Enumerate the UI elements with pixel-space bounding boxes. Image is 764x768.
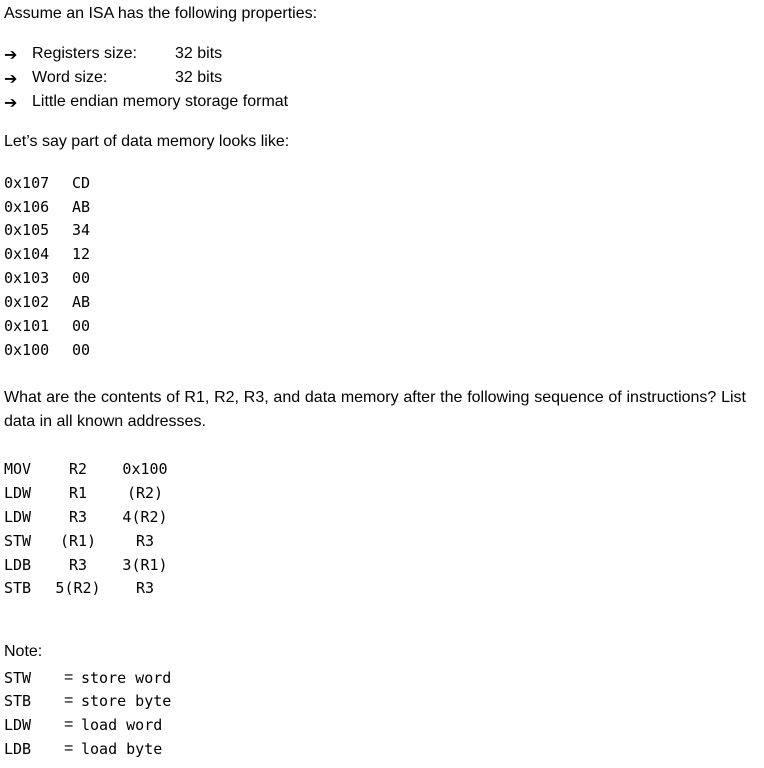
instruction-operand-2: (R2) [126, 484, 164, 502]
instruction-opcode: LDB [4, 556, 32, 574]
memory-byte: 12 [72, 245, 91, 263]
memory-byte: 00 [72, 341, 91, 359]
memory-row [4, 317, 204, 339]
memory-byte: 00 [72, 317, 91, 335]
memory-address: 0x106 [4, 198, 50, 216]
note-title: Note: [4, 643, 43, 660]
instruction-operand-1: R3 [68, 556, 88, 574]
instruction-row [4, 556, 204, 578]
note-equals: = [64, 740, 74, 757]
instruction-row [4, 579, 204, 601]
note-equals: = [64, 692, 74, 709]
note-key: LDB [4, 740, 32, 758]
instruction-row [4, 508, 204, 530]
memory-byte: 34 [72, 221, 91, 239]
property-registers-size [4, 45, 604, 67]
note-row [4, 740, 304, 762]
note-row [4, 669, 304, 691]
instruction-operand-1: R2 [68, 460, 88, 478]
note-key: STB [4, 692, 32, 710]
memory-row [4, 174, 204, 196]
property-word-size [4, 69, 604, 91]
memory-address: 0x105 [4, 221, 50, 239]
memory-address: 0x103 [4, 269, 50, 287]
note-description: store byte [81, 692, 172, 710]
instruction-operand-1: 5(R2) [55, 579, 101, 597]
instruction-row [4, 460, 204, 482]
note-key: LDW [4, 716, 32, 734]
instruction-operand-1: R1 [68, 484, 88, 502]
instruction-row [4, 532, 204, 554]
arrow-icon: ➔ [4, 71, 18, 88]
note-equals: = [64, 669, 74, 686]
instruction-operand-1: R3 [68, 508, 88, 526]
note-description: load byte [81, 740, 163, 758]
memory-address: 0x107 [4, 174, 50, 192]
instruction-operand-2: R3 [135, 579, 155, 597]
intro-text: Assume an ISA has the following properties: [4, 5, 318, 22]
instruction-opcode: STB [4, 579, 32, 597]
note-row [4, 716, 304, 738]
property-label: Registers size: [32, 45, 137, 62]
memory-row [4, 269, 204, 291]
arrow-icon: ➔ [4, 47, 18, 64]
memory-address: 0x100 [4, 341, 50, 359]
note-key: STW [4, 669, 32, 687]
memory-row [4, 221, 204, 243]
instruction-operand-2: 3(R1) [122, 556, 168, 574]
property-label: Word size: [32, 69, 108, 86]
instruction-operand-2: 4(R2) [122, 508, 168, 526]
instruction-operand-2: 0x100 [122, 460, 168, 478]
note-description: load word [81, 716, 163, 734]
memory-address: 0x102 [4, 293, 50, 311]
question-text: What are the contents of R1, R2, R3, and data memory after the following sequence of instructions? List data in all known addresses. [4, 389, 746, 430]
note-description: store word [81, 669, 172, 687]
instruction-operand-1: (R1) [59, 532, 97, 550]
memory-row [4, 245, 204, 267]
memory-row [4, 293, 204, 315]
memory-byte: 00 [72, 269, 91, 287]
memory-byte: CD [72, 174, 91, 192]
instruction-opcode: LDW [4, 484, 32, 502]
note-row [4, 692, 304, 714]
memory-byte: AB [72, 293, 91, 311]
memory-row [4, 198, 204, 220]
property-endianness [4, 93, 604, 115]
instruction-opcode: LDW [4, 508, 32, 526]
instruction-opcode: STW [4, 532, 32, 550]
memory-intro-text: Let’s say part of data memory looks like: [4, 133, 290, 150]
memory-row [4, 341, 204, 363]
memory-address: 0x104 [4, 245, 50, 263]
property-value: 32 bits [175, 69, 223, 86]
memory-address: 0x101 [4, 317, 50, 335]
note-equals: = [64, 716, 74, 733]
property-value: 32 bits [175, 45, 223, 62]
property-label: Little endian memory storage format [32, 93, 289, 110]
instruction-row [4, 484, 204, 506]
instruction-operand-2: R3 [135, 532, 155, 550]
instruction-opcode: MOV [4, 460, 32, 478]
memory-byte: AB [72, 198, 91, 216]
arrow-icon: ➔ [4, 95, 18, 112]
